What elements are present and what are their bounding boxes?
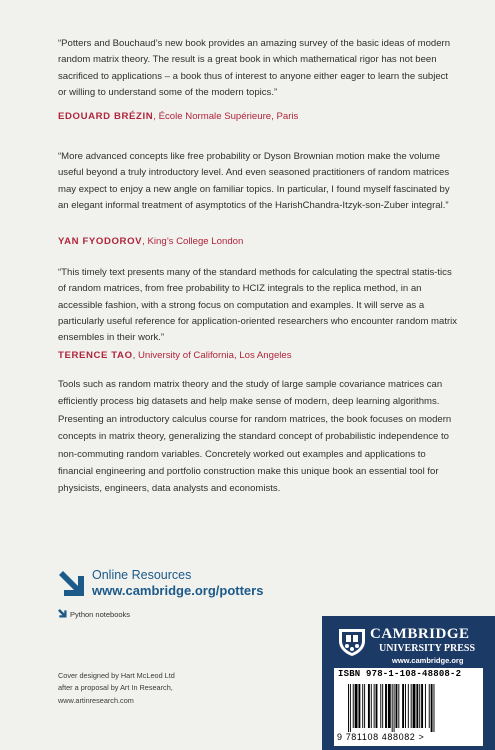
attribution-brezin (58, 111, 298, 123)
attribution-affiliation: , École Normale Supérieure, Paris (153, 111, 299, 122)
barcode-bar (416, 684, 418, 728)
barcode-bar (419, 684, 420, 728)
barcode-bar (362, 684, 363, 728)
quote-fyodorov: “More advanced concepts like free probability or Dyson Brownian motion make the volume useful beyond a truly introductory level. And even seasoned practitioners of random matrices may expect to enjoy a new angle on familiar topics. In particular, I found myself fascinated by an elegant informal treatment of asymptotics of the HarishChandra-Itzyk-son-Zuber integral.” (58, 151, 450, 211)
barcode-bar (421, 684, 423, 728)
online-resources-title: Online Resources (92, 568, 192, 582)
credits-line: www.artinresearch.com (58, 695, 134, 705)
publisher-url[interactable]: www.cambridge.org (392, 656, 464, 665)
isbn-number: ISBN 978-1-108-48808-2 (338, 669, 462, 679)
isbn-barcode (334, 668, 483, 746)
cover-credits (58, 670, 175, 707)
attribution-tao (58, 350, 292, 362)
barcode-bar (385, 684, 387, 728)
university-shield-icon (337, 627, 367, 657)
barcode-bar (353, 684, 354, 728)
barcode-bar (413, 684, 416, 728)
barcode-bar (402, 684, 404, 728)
barcode-digits: 9 781108 488082 > (337, 732, 425, 742)
quote-tao: “This timely text presents many of the standard methods for calculating the spectral statis-tics of random matrices, from free probability to HCIZ integrals to the replica method, in an accessible fashion, with a strong focus on computation and examples. It will serve as a particularly useful reference for application-oriented researchers who encounter random matrix ensembles in their work.” (58, 267, 458, 344)
barcode-bar (394, 684, 395, 732)
arrow-down-right-icon (58, 570, 86, 598)
barcode-bar (408, 684, 409, 728)
barcode-bar (380, 684, 381, 728)
barcode-bar (388, 684, 391, 728)
quote-brezin: “Potters and Bouchaud’s new book provides an amazing survey of the basic ideas of modern random matrix theory. The result is a great book in which mathematical rigor has not been sacrificed to applications – a book thus of interest to anyone either eager to learn the subject or willing to understand some of the modern topics.” (58, 38, 451, 98)
barcode-bar (348, 684, 349, 732)
barcode-bar (425, 684, 426, 728)
barcode-bar (405, 684, 406, 728)
barcode-bar (398, 684, 399, 728)
attribution-name: EDOUARD BRÉZIN (58, 111, 154, 122)
online-resources[interactable] (58, 568, 308, 608)
barcode-bar (392, 684, 393, 732)
publisher-name: CAMBRIDGE (370, 626, 470, 642)
arrow-down-right-icon (58, 609, 67, 618)
attribution-name: YAN FYODOROV (58, 236, 143, 247)
attribution-affiliation: , University of California, Los Angeles (132, 350, 292, 361)
barcode-bar (358, 684, 360, 728)
python-notebooks-label: Python notebooks (70, 610, 131, 619)
barcode-bar (376, 684, 378, 728)
barcode-bar (396, 684, 398, 728)
barcode-bar (434, 684, 435, 732)
attribution-affiliation: , King’s College London (142, 236, 244, 247)
barcode-bar (368, 684, 370, 728)
barcode-bar (374, 684, 375, 728)
barcode-bar (431, 684, 433, 732)
python-notebooks[interactable] (58, 609, 130, 619)
credits-line: Cover designed by Hart McLeod Ltd (58, 671, 175, 680)
barcode-bar (350, 684, 351, 732)
book-description: Tools such as random matrix theory and the study of large sample covariance matrices can efficiently process big datasets and help make sense of modern, deep learning algorithms. Presenting an introductory calculus course for random matrices, the book focuses on modern concepts in matrix theory, generalizing the standard concept of probabilistic independence to non-commuting random variables. Concretely worked out examples and applications to financial engineering and portfolio construction make this unique book an essential tool for physicists, engineers, data analysts and economists. (58, 379, 452, 495)
barcode-bar (371, 684, 372, 728)
barcode-bar (355, 684, 358, 728)
online-resources-link[interactable]: www.cambridge.org/potters (92, 583, 264, 598)
publisher-panel (322, 616, 495, 750)
attribution-fyodorov (58, 236, 243, 248)
barcode-bar (411, 684, 412, 728)
credits-line: after a proposal by Art In Research, (58, 683, 173, 693)
barcode-bar (382, 684, 383, 728)
barcode-bar (429, 684, 430, 728)
barcode-bar (364, 684, 365, 728)
publisher-press: UNIVERSITY PRESS (379, 643, 476, 654)
barcode-bars (334, 682, 483, 732)
attribution-name: TERENCE TAO (58, 350, 133, 361)
